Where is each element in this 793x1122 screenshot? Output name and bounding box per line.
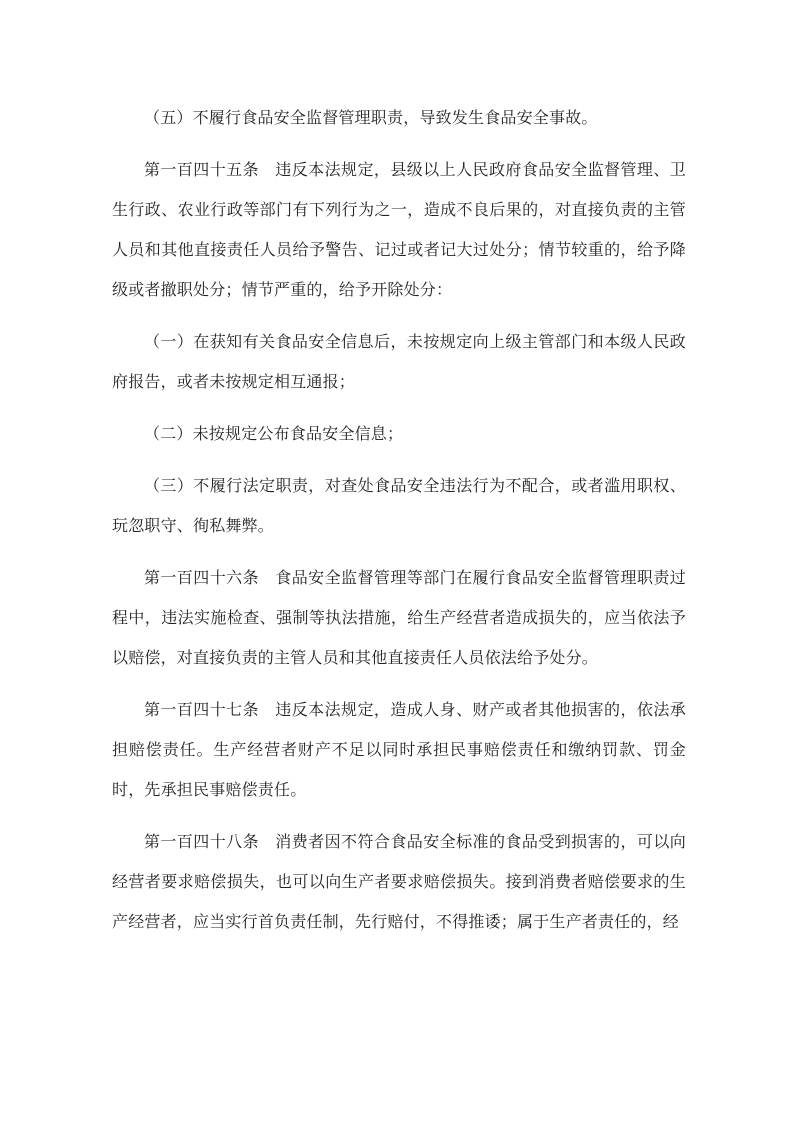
paragraph-text: （三）不履行法定职责，对查处食品安全违法行为不配合，或者滥用职权、玩忽职守、徇私舞弊。 <box>112 476 686 535</box>
paragraph-text: 违反本法规定，县级以上人民政府食品安全监督管理、卫生行政、农业行政等部门有下列行为之一，造成不良后果的，对直接负责的主管人员和其他直接责任人员给予警告、记过或者记大过处分；情节较重的，给予降级或者撤职处分；情节严重的，给予开除处分： <box>112 160 686 299</box>
paragraph-item-3 <box>112 466 686 546</box>
article-number: 第一百四十六条 <box>144 568 260 587</box>
paragraph-text: （一）在获知有关食品安全信息后，未按规定向上级主管部门和本级人民政府报告，或者未按规定相互通报； <box>112 332 686 391</box>
paragraph-text: （二）未按规定公布食品安全信息； <box>144 424 404 443</box>
article-146 <box>112 558 686 678</box>
paragraph-item-1 <box>112 322 686 402</box>
paragraph-text: 食品安全监督管理等部门在履行食品安全监督管理职责过程中，违法实施检查、强制等执法措施，给生产经营者造成损失的，应当依法予以赔偿，对直接负责的主管人员和其他直接责任人员依法给予处分。 <box>112 568 686 667</box>
paragraph-text: （五）不履行食品安全监督管理职责，导致发生食品安全事故。 <box>144 108 598 127</box>
document-body <box>112 98 686 942</box>
paragraph-item-2 <box>112 414 686 454</box>
article-number: 第一百四十八条 <box>144 832 260 851</box>
article-147 <box>112 690 686 810</box>
paragraph-text: 消费者因不符合食品安全标准的食品受到损害的，可以向经营者要求赔偿损失，也可以向生产者要求赔偿损失。接到消费者赔偿要求的生产经营者，应当实行首负责任制，先行赔付，不得推诿；属于生产者责任的，经 <box>112 832 686 931</box>
paragraph-text: 违反本法规定，造成人身、财产或者其他损害的，依法承担赔偿责任。生产经营者财产不足以同时承担民事赔偿责任和缴纳罚款、罚金时，先承担民事赔偿责任。 <box>112 700 686 799</box>
article-number: 第一百四十七条 <box>144 700 260 719</box>
paragraph-item-5 <box>112 98 686 138</box>
article-148 <box>112 822 686 942</box>
article-145 <box>112 150 686 310</box>
article-number: 第一百四十五条 <box>144 160 260 179</box>
